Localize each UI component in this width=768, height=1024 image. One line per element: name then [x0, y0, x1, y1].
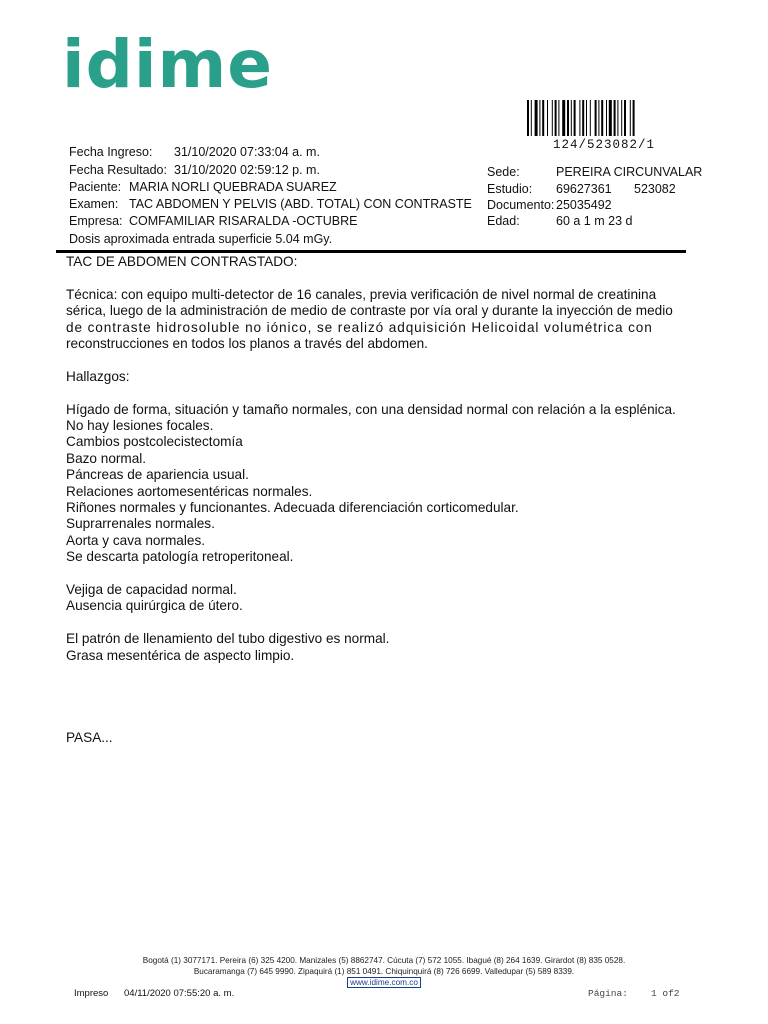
tecnica-line: Técnica: con equipo multi-detector de 16 canales, previa verificación de nivel normal de creatinina — [66, 286, 657, 302]
barcode-graphic — [527, 100, 663, 136]
header-paciente-label: Paciente: — [69, 180, 122, 194]
header-fecha-ingreso-value: 31/10/2020 07:33:04 a. m. — [174, 145, 320, 159]
hallazgo-line: Suprarrenales normales. — [66, 516, 215, 532]
header-fecha-ingreso-label: Fecha Ingreso: — [69, 145, 153, 159]
hallazgo-line: Aorta y cava normales. — [66, 532, 206, 548]
header-dose-line: Dosis aproximada entrada superficie 5.04 mGy. — [69, 232, 333, 246]
hallazgos-title: Hallazgos: — [66, 368, 130, 384]
header-sede-value: PEREIRA CIRCUNVALAR — [556, 165, 703, 179]
hallazgo-line: Hígado de forma, situación y tamaño normales, con una densidad normal con relación a la esplénica. — [66, 401, 676, 417]
tecnica-line: sérica, luego de la administración de medio de contraste por vía oral y durante la inyección de medio — [66, 303, 673, 319]
header-edad-value: 60 a 1 m 23 d — [556, 214, 633, 228]
header-fecha-resultado-label: Fecha Resultado: — [69, 163, 167, 177]
header-fecha-resultado-value: 31/10/2020 02:59:12 p. m. — [174, 163, 320, 177]
header-edad-label: Edad: — [487, 214, 520, 228]
hallazgo-line: Páncreas de apariencia usual. — [66, 467, 249, 483]
header-empresa-label: Empresa: — [69, 214, 123, 228]
impreso-label: Impreso — [74, 988, 109, 999]
header-paciente-value: MARIA NORLI QUEBRADA SUAREZ — [129, 180, 337, 194]
idime-logo: idime — [62, 26, 274, 103]
header-documento-value: 25035492 — [556, 198, 612, 212]
header-divider — [56, 250, 686, 253]
hallazgo-line: Riñones normales y funcionantes. Adecuada diferenciación corticomedular. — [66, 500, 519, 516]
hallazgo-line: No hay lesiones focales. — [66, 418, 214, 434]
header-examen-label: Examen: — [69, 197, 119, 211]
tecnica-line: reconstrucciones en todos los planos a través del abdomen. — [66, 336, 428, 352]
hallazgo-line: Bazo normal. — [66, 450, 147, 466]
tecnica-line: de contraste hidrosoluble no iónico, se realizó adquisición Helicoidal volumétrica con — [66, 319, 653, 335]
footer-phones-line-1: Bogotá (1) 3077171. Pereira (6) 325 4200. Manizales (5) 8862747. Cúcuta (7) 572 1055. Ibagué (8) 264 1639. Girardot (8) 835 0528. — [142, 956, 626, 965]
website-link[interactable]: www.idime.com.co — [347, 977, 421, 988]
pasa-text: PASA... — [66, 729, 113, 745]
pelvis-line: Ausencia quirúrgica de útero. — [66, 598, 243, 614]
header-sede-label: Sede: — [487, 165, 520, 179]
header-empresa-value: COMFAMILIAR RISARALDA -OCTUBRE — [129, 214, 358, 228]
report-body — [66, 254, 696, 746]
pelvis-line: Vejiga de capacidad normal. — [66, 582, 237, 598]
pagina-label: Página: — [588, 988, 628, 999]
header-examen-value: TAC ABDOMEN Y PELVIS (ABD. TOTAL) CON CONTRASTE — [129, 197, 472, 211]
header-estudio-label: Estudio: — [487, 182, 533, 196]
header-estudio-code: 523082 — [634, 182, 676, 196]
hallazgo-line: Relaciones aortomesentéricas normales. — [66, 483, 313, 499]
footer-website-row — [0, 977, 768, 988]
header-documento-label: Documento: — [487, 198, 555, 212]
digestivo-line: El patrón de llenamiento del tubo digestivo es normal. — [66, 631, 390, 647]
hallazgo-line: Se descarta patología retroperitoneal. — [66, 549, 294, 565]
impreso-value: 04/11/2020 07:55:20 a. m. — [124, 988, 235, 999]
header-estudio-value: 69627361 — [556, 182, 612, 196]
barcode-number: 124/523082/1 — [553, 138, 656, 152]
pagina-value: 1 of2 — [651, 988, 680, 999]
hallazgo-line: Cambios postcolecistectomía — [66, 434, 243, 450]
footer-phones-line-2: Bucaramanga (7) 645 9990. Zipaquirá (1) 851 0491. Chiquinquirá (8) 726 6699. Valledupar (5) 589 8339. — [193, 967, 575, 976]
digestivo-line: Grasa mesentérica de aspecto limpio. — [66, 647, 295, 663]
report-title: TAC DE ABDOMEN CONTRASTADO: — [66, 254, 298, 269]
